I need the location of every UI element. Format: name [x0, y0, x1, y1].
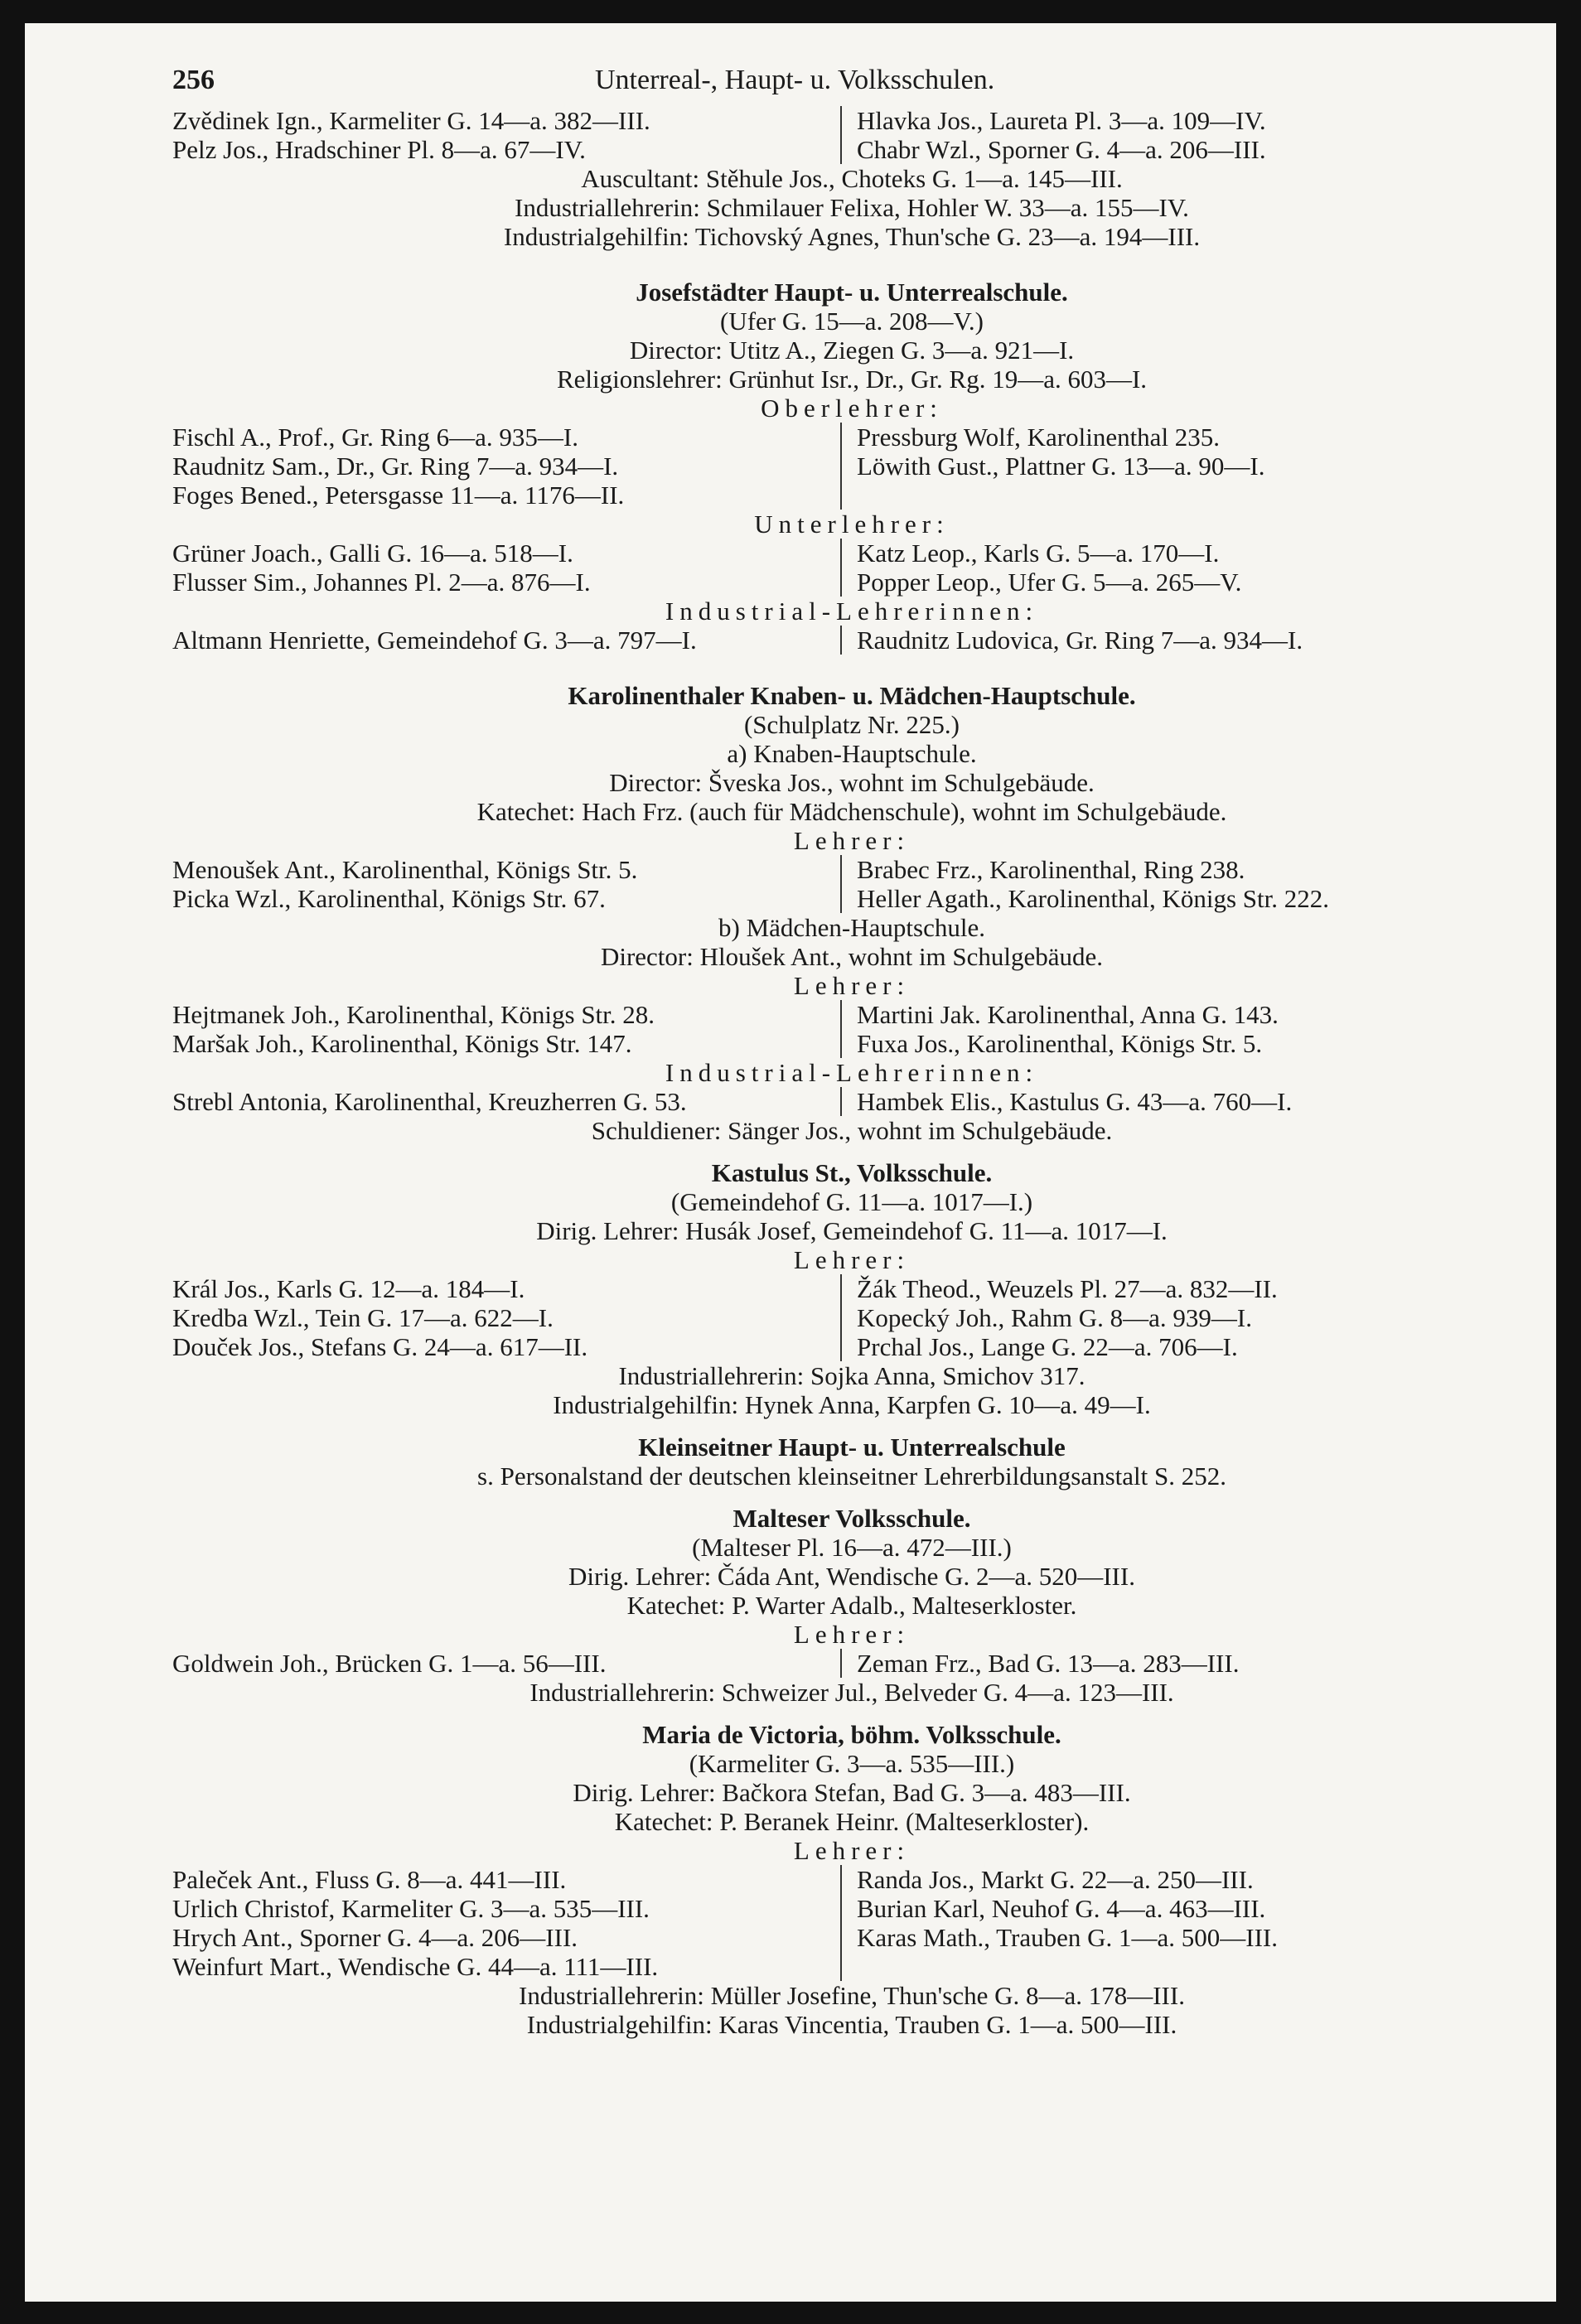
section-top	[172, 106, 1531, 251]
group-heading: Unterlehrer:	[754, 510, 950, 539]
section-malteser	[172, 1504, 1531, 1707]
dirig-line: Dirig. Lehrer: Husák Josef, Gemeindehof G. 11—a. 1017—I.	[536, 1216, 1168, 1245]
left-column	[172, 1087, 842, 1116]
two-column-block	[172, 855, 1531, 913]
school-title: Josefstädter Haupt- u. Unterrealschule.	[636, 278, 1068, 307]
section-maria-de-victoria	[172, 1720, 1531, 2039]
right-column	[842, 106, 1266, 164]
staff-entry: Raudnitz Ludovica, Gr. Ring 7—a. 934—I.	[857, 626, 1303, 655]
staff-entry: Král Jos., Karls G. 12—a. 184—I.	[172, 1274, 525, 1303]
staff-entry: Burian Karl, Neuhof G. 4—a. 463—III.	[857, 1894, 1266, 1923]
group-heading: Lehrer:	[793, 826, 911, 855]
industrialgehilfin-line: Industrialgehilfin: Hynek Anna, Karpfen G. 10—a. 49—I.	[553, 1390, 1151, 1419]
staff-entry: Martini Jak. Karolinenthal, Anna G. 143.	[857, 1000, 1279, 1029]
staff-entry: Prchal Jos., Lange G. 22—a. 706—I.	[857, 1332, 1238, 1361]
two-column-block	[172, 539, 1531, 597]
industriallehrerin-line: Industriallehrerin: Müller Josefine, Thun'sche G. 8—a. 178—III.	[519, 1981, 1185, 2010]
katechet-line: Katechet: P. Beranek Heinr. (Malteserkloster).	[614, 1807, 1090, 1836]
staff-entry: Maršak Joh., Karolinenthal, Königs Str. 147.	[172, 1029, 632, 1058]
staff-entry: Altmann Henriette, Gemeindehof G. 3—a. 797—I.	[172, 626, 697, 655]
schuldiener-line: Schuldiener: Sänger Jos., wohnt im Schulgebäude.	[591, 1116, 1113, 1145]
page-content	[172, 65, 1531, 2039]
left-column	[172, 1274, 842, 1361]
staff-entry: Foges Bened., Petersgasse 11—a. 1176—II.	[172, 481, 625, 510]
left-column	[172, 855, 842, 913]
right-column	[842, 423, 1265, 510]
page-number: 256	[172, 65, 215, 95]
two-column-block	[172, 1649, 1531, 1678]
staff-entry: Hrych Ant., Sporner G. 4—a. 206—III.	[172, 1923, 578, 1952]
staff-entry: Randa Jos., Markt G. 22—a. 250—III.	[857, 1865, 1254, 1894]
staff-entry: Pelz Jos., Hradschiner Pl. 8—a. 67—IV.	[172, 135, 586, 164]
running-title: Unterreal-, Haupt- u. Volksschulen.	[595, 65, 995, 95]
school-title: Maria de Victoria, böhm. Volksschule.	[642, 1720, 1061, 1749]
staff-entry: Douček Jos., Stefans G. 24—a. 617—II.	[172, 1332, 588, 1361]
staff-entry: Žák Theod., Weuzels Pl. 27—a. 832—II.	[857, 1274, 1278, 1303]
two-column-block	[172, 1000, 1531, 1058]
two-column-block	[172, 1274, 1531, 1361]
left-column	[172, 626, 842, 655]
director-line: Director: Šveska Jos., wohnt im Schulgebäude.	[609, 768, 1095, 797]
school-address: (Gemeindehof G. 11—a. 1017—I.)	[670, 1187, 1033, 1216]
staff-entry: Menoušek Ant., Karolinenthal, Königs Str. 5.	[172, 855, 638, 884]
staff-entry: Fuxa Jos., Karolinenthal, Königs Str. 5.	[857, 1029, 1263, 1058]
staff-entry: Paleček Ant., Fluss G. 8—a. 441—III.	[172, 1865, 567, 1894]
staff-entry: Flusser Sim., Johannes Pl. 2—a. 876—I.	[172, 568, 591, 597]
industriallehrerin-line: Industriallehrerin: Sojka Anna, Smichov 317.	[618, 1361, 1085, 1390]
right-column	[842, 1865, 1278, 1981]
director-line: Director: Hloušek Ant., wohnt im Schulgebäude.	[600, 942, 1104, 971]
staff-entry: Hejtmanek Joh., Karolinenthal, Königs Str. 28.	[172, 1000, 655, 1029]
school-title: Karolinenthaler Knaben- u. Mädchen-Hauptschule.	[568, 681, 1136, 710]
staff-entry: Heller Agath., Karolinenthal, Königs Str. 222.	[857, 884, 1329, 913]
left-column	[172, 1000, 842, 1058]
group-heading: Industrial-Lehrerinnen:	[665, 597, 1039, 626]
school-address: (Karmeliter G. 3—a. 535—III.)	[689, 1749, 1015, 1778]
staff-entry: Weinfurt Mart., Wendische G. 44—a. 111—III.	[172, 1952, 659, 1981]
staff-entry: Zvědinek Ign., Karmeliter G. 14—a. 382—III.	[172, 106, 650, 135]
staff-entry: Popper Leop., Ufer G. 5—a. 265—V.	[857, 568, 1242, 597]
two-column-block	[172, 1087, 1531, 1116]
staff-entry: Goldwein Joh., Brücken G. 1—a. 56—III.	[172, 1649, 607, 1678]
staff-entry: Fischl A., Prof., Gr. Ring 6—a. 935—I.	[172, 423, 578, 452]
school-address: (Malteser Pl. 16—a. 472—III.)	[692, 1533, 1012, 1562]
auscultant-line: Auscultant: Stěhule Jos., Choteks G. 1—a. 145—III.	[581, 164, 1123, 193]
dirig-line: Dirig. Lehrer: Bačkora Stefan, Bad G. 3—a. 483—III.	[573, 1778, 1131, 1807]
left-column	[172, 423, 842, 510]
subschool-heading: b) Mädchen-Hauptschule.	[718, 913, 985, 942]
staff-entry: Löwith Gust., Plattner G. 13—a. 90—I.	[857, 452, 1265, 481]
staff-entry: Hambek Elis., Kastulus G. 43—a. 760—I.	[857, 1087, 1293, 1116]
group-heading: Lehrer:	[793, 1245, 911, 1274]
school-address: (Schulplatz Nr. 225.)	[743, 710, 960, 739]
two-column-block	[172, 106, 1531, 164]
two-column-block	[172, 423, 1531, 510]
staff-entry: Katz Leop., Karls G. 5—a. 170—I.	[857, 539, 1220, 568]
right-column	[842, 1087, 1292, 1116]
industrialgehilfin-line: Industrialgehilfin: Karas Vincentia, Trauben G. 1—a. 500—III.	[526, 2010, 1177, 2039]
section-kastulus	[172, 1158, 1531, 1419]
staff-entry: Kredba Wzl., Tein G. 17—a. 622—I.	[172, 1303, 554, 1332]
staff-entry: Urlich Christof, Karmeliter G. 3—a. 535—III.	[172, 1894, 650, 1923]
staff-entry: Kopecký Joh., Rahm G. 8—a. 939—I.	[857, 1303, 1252, 1332]
staff-entry: Pressburg Wolf, Karolinenthal 235.	[857, 423, 1221, 452]
right-column	[842, 626, 1303, 655]
subschool-heading: a) Knaben-Hauptschule.	[727, 739, 977, 768]
left-column	[172, 1649, 842, 1678]
right-column	[842, 1274, 1278, 1361]
school-address: (Ufer G. 15—a. 208—V.)	[720, 307, 984, 336]
staff-entry: Raudnitz Sam., Dr., Gr. Ring 7—a. 934—I.	[172, 452, 619, 481]
two-column-block	[172, 626, 1531, 655]
katechet-line: Katechet: P. Warter Adalb., Malteserkloster.	[626, 1591, 1077, 1620]
section-josefstadt	[172, 278, 1531, 655]
running-header	[172, 65, 1531, 106]
group-heading: Lehrer:	[793, 971, 911, 1000]
industrialgehilfin-line: Industrialgehilfin: Tichovský Agnes, Thun'sche G. 23—a. 194—III.	[503, 222, 1201, 251]
staff-entry: Zeman Frz., Bad G. 13—a. 283—III.	[857, 1649, 1240, 1678]
left-column	[172, 539, 842, 597]
book-page	[25, 23, 1556, 2302]
staff-entry: Strebl Antonia, Karolinenthal, Kreuzherren G. 53.	[172, 1087, 687, 1116]
staff-entry: Karas Math., Trauben G. 1—a. 500—III.	[857, 1923, 1278, 1952]
section-kleinseite	[172, 1433, 1531, 1491]
school-title: Malteser Volksschule.	[732, 1504, 971, 1533]
reference-note: s. Personalstand der deutschen kleinseitner Lehrerbildungsanstalt S. 252.	[477, 1462, 1226, 1491]
right-column	[842, 1000, 1279, 1058]
director-line: Director: Utitz A., Ziegen G. 3—a. 921—I.	[629, 336, 1075, 365]
group-heading: Oberlehrer:	[761, 394, 943, 423]
two-column-block	[172, 1865, 1531, 1981]
staff-entry: Hlavka Jos., Laureta Pl. 3—a. 109—IV.	[857, 106, 1266, 135]
group-heading: Lehrer:	[793, 1620, 911, 1649]
group-heading: Lehrer:	[793, 1836, 911, 1865]
staff-entry: Brabec Frz., Karolinenthal, Ring 238.	[857, 855, 1245, 884]
religion-teacher-line: Religionslehrer: Grünhut Isr., Dr., Gr. Rg. 19—a. 603—I.	[556, 365, 1148, 394]
right-column	[842, 539, 1241, 597]
staff-entry: Chabr Wzl., Sporner G. 4—a. 206—III.	[857, 135, 1266, 164]
industriallehrerin-line: Industriallehrerin: Schweizer Jul., Belveder G. 4—a. 123—III.	[529, 1678, 1174, 1707]
section-karolinenthal	[172, 681, 1531, 1145]
staff-entry: Picka Wzl., Karolinenthal, Königs Str. 67.	[172, 884, 606, 913]
katechet-line: Katechet: Hach Frz. (auch für Mädchenschule), wohnt im Schulgebäude.	[476, 797, 1227, 826]
school-title: Kleinseitner Haupt- u. Unterrealschule	[638, 1433, 1066, 1462]
left-column	[172, 1865, 842, 1981]
left-column	[172, 106, 842, 164]
staff-entry: Grüner Joach., Galli G. 16—a. 518—I.	[172, 539, 573, 568]
industriallehrerin-line: Industriallehrerin: Schmilauer Felixa, Hohler W. 33—a. 155—IV.	[515, 193, 1189, 222]
group-heading: Industrial-Lehrerinnen:	[665, 1058, 1039, 1087]
school-title: Kastulus St., Volksschule.	[711, 1158, 993, 1187]
right-column	[842, 855, 1329, 913]
right-column	[842, 1649, 1239, 1678]
dirig-line: Dirig. Lehrer: Čáda Ant, Wendische G. 2—a. 520—III.	[568, 1562, 1135, 1591]
